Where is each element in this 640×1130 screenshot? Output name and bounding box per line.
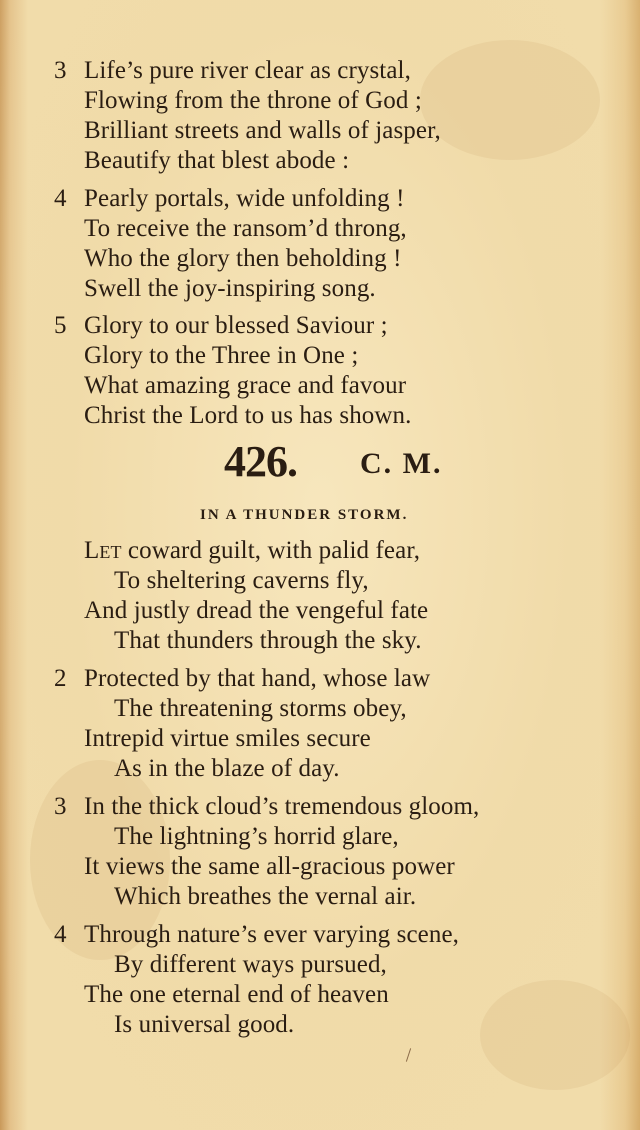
verse-line: The one eternal end of heaven	[84, 981, 389, 1008]
verse-line: Is universal good.	[114, 1011, 295, 1038]
verse-line: What amazing grace and favour	[84, 372, 407, 399]
first-word: Let	[84, 537, 122, 564]
verse-line: Brilliant streets and walls of jasper,	[84, 117, 441, 144]
verse-line: Pearly portals, wide unfolding !	[84, 185, 405, 212]
verse-line: To receive the ransom’d throng,	[84, 215, 407, 242]
verse-line: Christ the Lord to us has shown.	[84, 402, 412, 429]
verse-line: Life’s pure river clear as crystal,	[84, 57, 411, 84]
verse-line: Who the glory then beholding !	[84, 245, 402, 272]
verse-number: 3	[54, 793, 67, 820]
verse-line: It views the same all-gracious power	[84, 853, 455, 880]
hymn-meter: C. M.	[360, 447, 443, 480]
hymn-header	[0, 438, 640, 488]
verse-line-text: coward guilt, with palid fear,	[121, 537, 421, 564]
paper-stain	[420, 40, 600, 160]
hymn-number: 426.	[224, 437, 297, 486]
paper-stain	[480, 980, 630, 1090]
verse-number: 3	[54, 57, 67, 84]
verse-line: By different ways pursued,	[114, 951, 387, 978]
verse-line	[84, 536, 420, 566]
verse-line: Beautify that blest abode :	[84, 147, 350, 174]
verse-line: The threatening storms obey,	[114, 695, 407, 722]
verse-number: 4	[54, 185, 67, 212]
verse-line: Through nature’s ever varying scene,	[84, 921, 459, 948]
verse-line: Glory to our blessed Saviour ;	[84, 312, 388, 339]
verse-line: That thunders through the sky.	[114, 627, 422, 654]
verse-line: Glory to the Three in One ;	[84, 342, 359, 369]
verse-line: Protected by that hand, whose law	[84, 665, 431, 692]
verse-line: As in the blaze of day.	[114, 755, 340, 782]
verse-line: Swell the joy-inspiring song.	[84, 275, 376, 302]
verse-line: Intrepid virtue smiles secure	[84, 725, 371, 752]
pencil-mark	[406, 1048, 411, 1062]
verse-line: And justly dread the vengeful fate	[84, 597, 429, 624]
verse-line: To sheltering caverns fly,	[114, 567, 369, 594]
verse-number: 4	[54, 921, 67, 948]
verse-number: 2	[54, 665, 67, 692]
hymn-title: IN A THUNDER STORM.	[200, 507, 409, 523]
verse-line: Which breathes the vernal air.	[114, 883, 417, 910]
verse-number: 5	[54, 312, 67, 339]
verse-line: Flowing from the throne of God ;	[84, 87, 422, 114]
verse-line: The lightning’s horrid glare,	[114, 823, 399, 850]
verse-line: In the thick cloud’s tremendous gloom,	[84, 793, 480, 820]
